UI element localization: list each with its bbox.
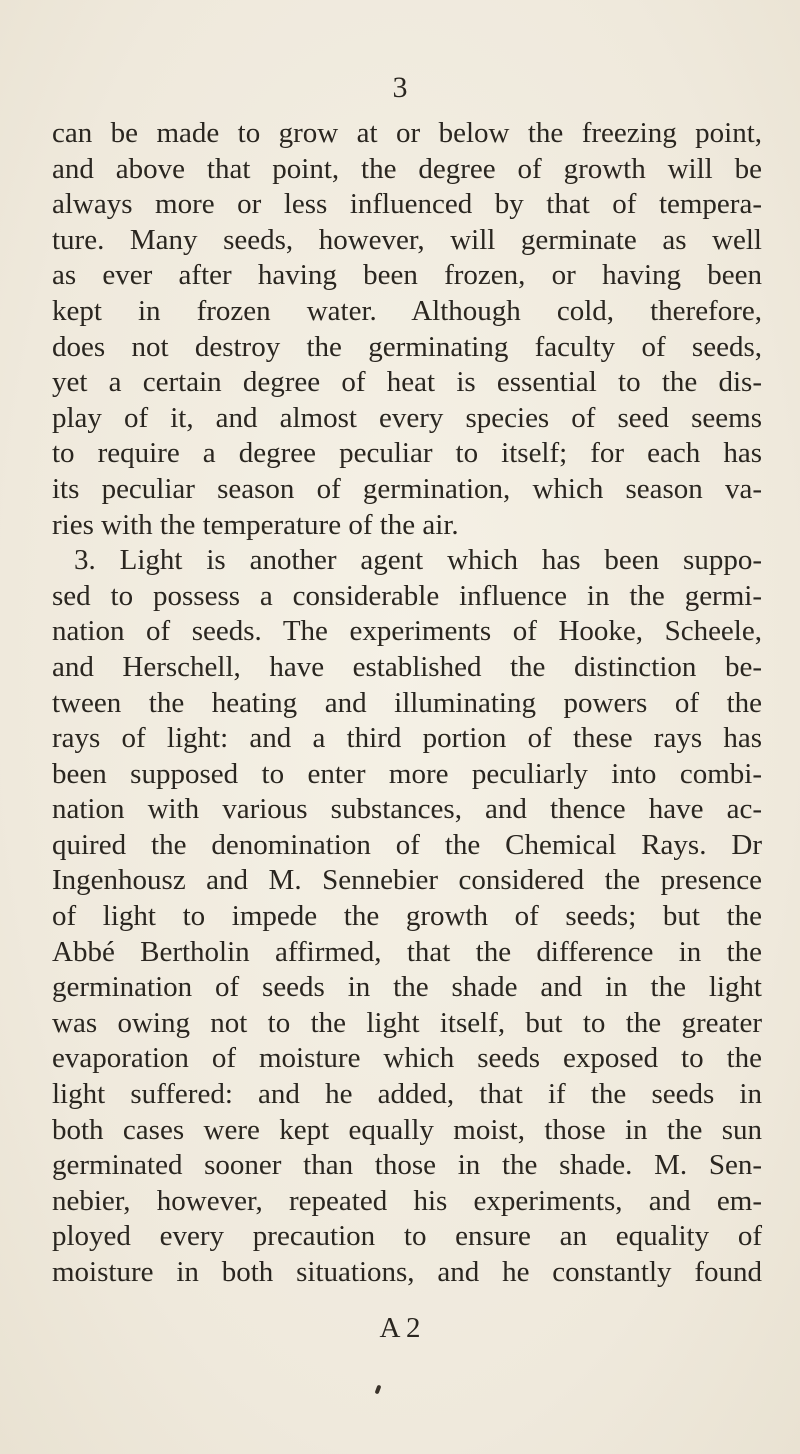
text-line: nebier, however, repeated his experiments, and em-: [52, 1184, 762, 1217]
text-line: play of it, and almost every species of seed seems: [52, 401, 762, 434]
text-line: ture. Many seeds, however, will germinate as well: [52, 223, 762, 256]
text-line: Abbé Bertholin affirmed, that the difference in the: [52, 935, 762, 968]
text-line: quired the denomination of the Chemical Rays. Dr: [52, 828, 762, 861]
text-line: ries with the temperature of the air.: [52, 508, 459, 541]
text-line: nation of seeds. The experiments of Hooke, Scheele,: [52, 615, 762, 648]
text-line: been supposed to enter more peculiarly into combi-: [52, 757, 762, 790]
text-line: was owing not to the light itself, but to the greater: [52, 1006, 762, 1039]
signature-mark: A 2: [379, 1312, 421, 1344]
text-line: evaporation of moisture which seeds exposed to the: [52, 1042, 762, 1075]
text-line: tween the heating and illuminating powers of the: [52, 686, 762, 719]
text-line: germination of seeds in the shade and in the light: [52, 971, 762, 1004]
text-line: as ever after having been frozen, or having been: [52, 259, 762, 292]
text-line: can be made to grow at or below the freezing point,: [52, 117, 762, 149]
text-line: and Herschell, have established the distinction be-: [52, 650, 762, 683]
text-line: germinated sooner than those in the shade. M. Sen-: [52, 1149, 762, 1182]
text-line: of light to impede the growth of seeds; but the: [52, 900, 762, 933]
text-line: nation with various substances, and thence have ac-: [52, 793, 762, 826]
text-line: Ingenhousz and M. Sennebier considered the presence: [52, 864, 762, 897]
text-line: and above that point, the degree of growth will be: [52, 152, 762, 185]
text-line: does not destroy the germinating faculty of seeds,: [52, 330, 762, 363]
text-line: always more or less influenced by that of tempera-: [52, 188, 762, 221]
text-line: kept in frozen water. Although cold, therefore,: [52, 294, 762, 327]
page-number: 3: [392, 71, 408, 104]
text-line: to require a degree peculiar to itself; for each has: [52, 437, 762, 470]
paragraph-start-line: 3. Light is another agent which has been suppo-: [74, 544, 762, 577]
text-line: rays of light: and a third portion of these rays has: [52, 722, 762, 755]
ink-speck: [375, 1385, 382, 1395]
text-line: its peculiar season of germination, which season va-: [52, 472, 762, 505]
text-line: moisture in both situations, and he constantly found: [52, 1256, 762, 1288]
text-line: sed to possess a considerable influence in the germi-: [52, 579, 762, 612]
body-text: [52, 116, 762, 1291]
text-line: both cases were kept equally moist, those in the sun: [52, 1113, 762, 1146]
text-line: light suffered: and he added, that if the seeds in: [52, 1078, 762, 1111]
text-line: yet a certain degree of heat is essential to the dis-: [52, 366, 762, 399]
text-line: ployed every precaution to ensure an equality of: [52, 1220, 762, 1253]
